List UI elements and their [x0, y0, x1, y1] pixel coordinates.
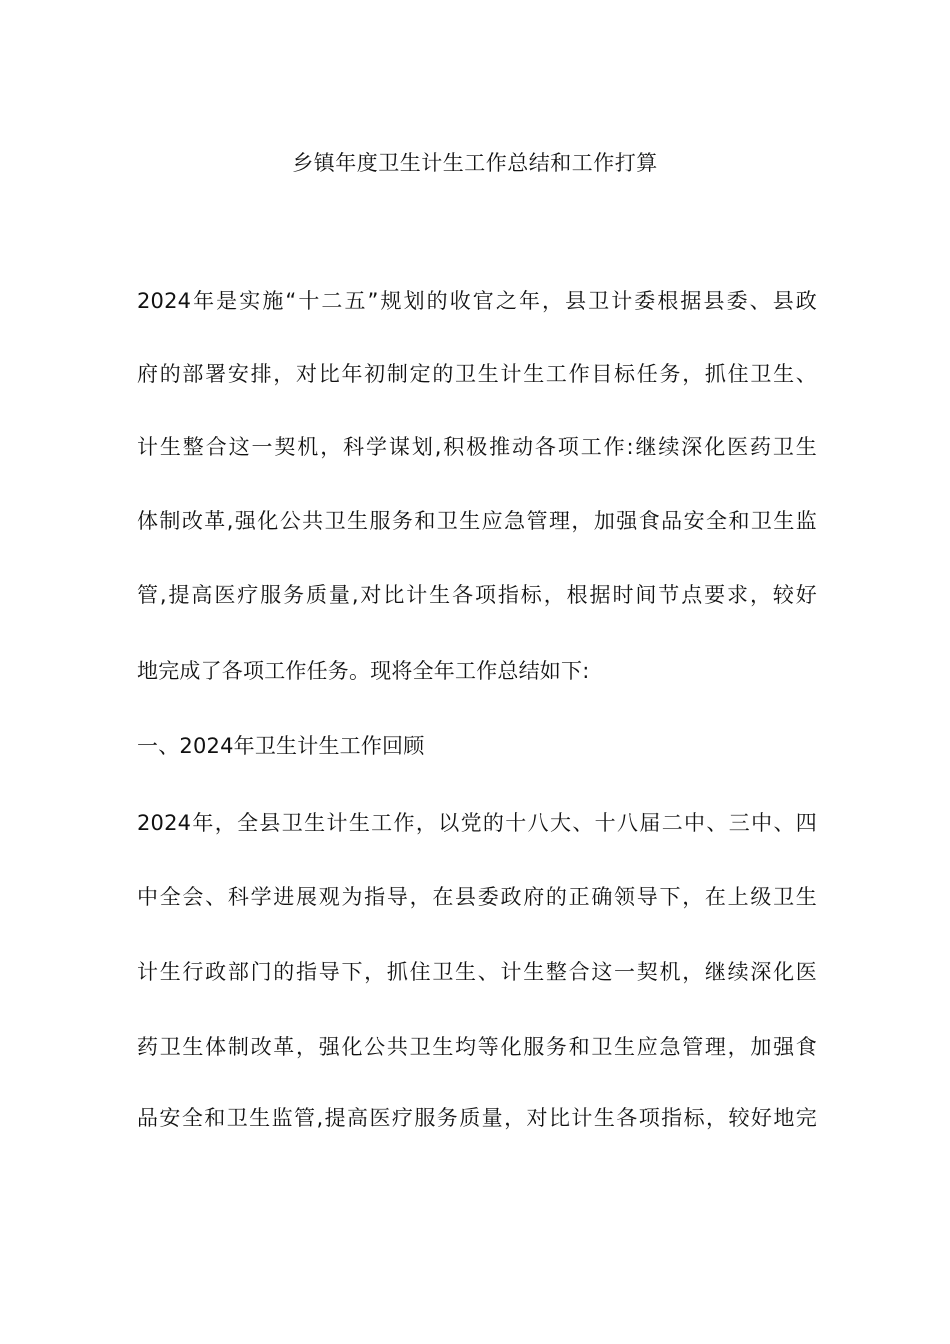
paragraph-line: 2024年，全县卫生计生工作，以党的十八大、十八届二中、三中、四: [137, 811, 817, 835]
paragraph-line: 地完成了各项工作任务。现将全年工作总结如下:: [137, 659, 590, 683]
paragraph-line: 品安全和卫生监管,提高医疗服务质量，对比计生各项指标，较好地完: [137, 1106, 817, 1130]
paragraph-line: 2024年是实施“十二五”规划的收官之年，县卫计委根据县委、县政: [137, 289, 817, 313]
paragraph-line: 中全会、科学进展观为指导，在县委政府的正确领导下，在上级卫生: [137, 885, 817, 909]
paragraph-line: 计生行政部门的指导下，抓住卫生、计生整合这一契机，继续深化医: [137, 960, 817, 984]
paragraph-line: 管,提高医疗服务质量,对比计生各项指标，根据时间节点要求，较好: [137, 583, 817, 607]
paragraph-line: 药卫生体制改革，强化公共卫生均等化服务和卫生应急管理，加强食: [137, 1035, 817, 1059]
document-title: 乡镇年度卫生计生工作总结和工作打算: [292, 151, 658, 175]
section-heading: 一、2024年卫生计生工作回顾: [137, 734, 425, 758]
paragraph-line: 体制改革,强化公共卫生服务和卫生应急管理，加强食品安全和卫生监: [137, 509, 817, 533]
paragraph-line: 计生整合这一契机，科学谋划,积极推动各项工作:继续深化医药卫生: [137, 435, 817, 459]
paragraph-line: 府的部署安排，对比年初制定的卫生计生工作目标任务，抓住卫生、: [137, 362, 817, 386]
